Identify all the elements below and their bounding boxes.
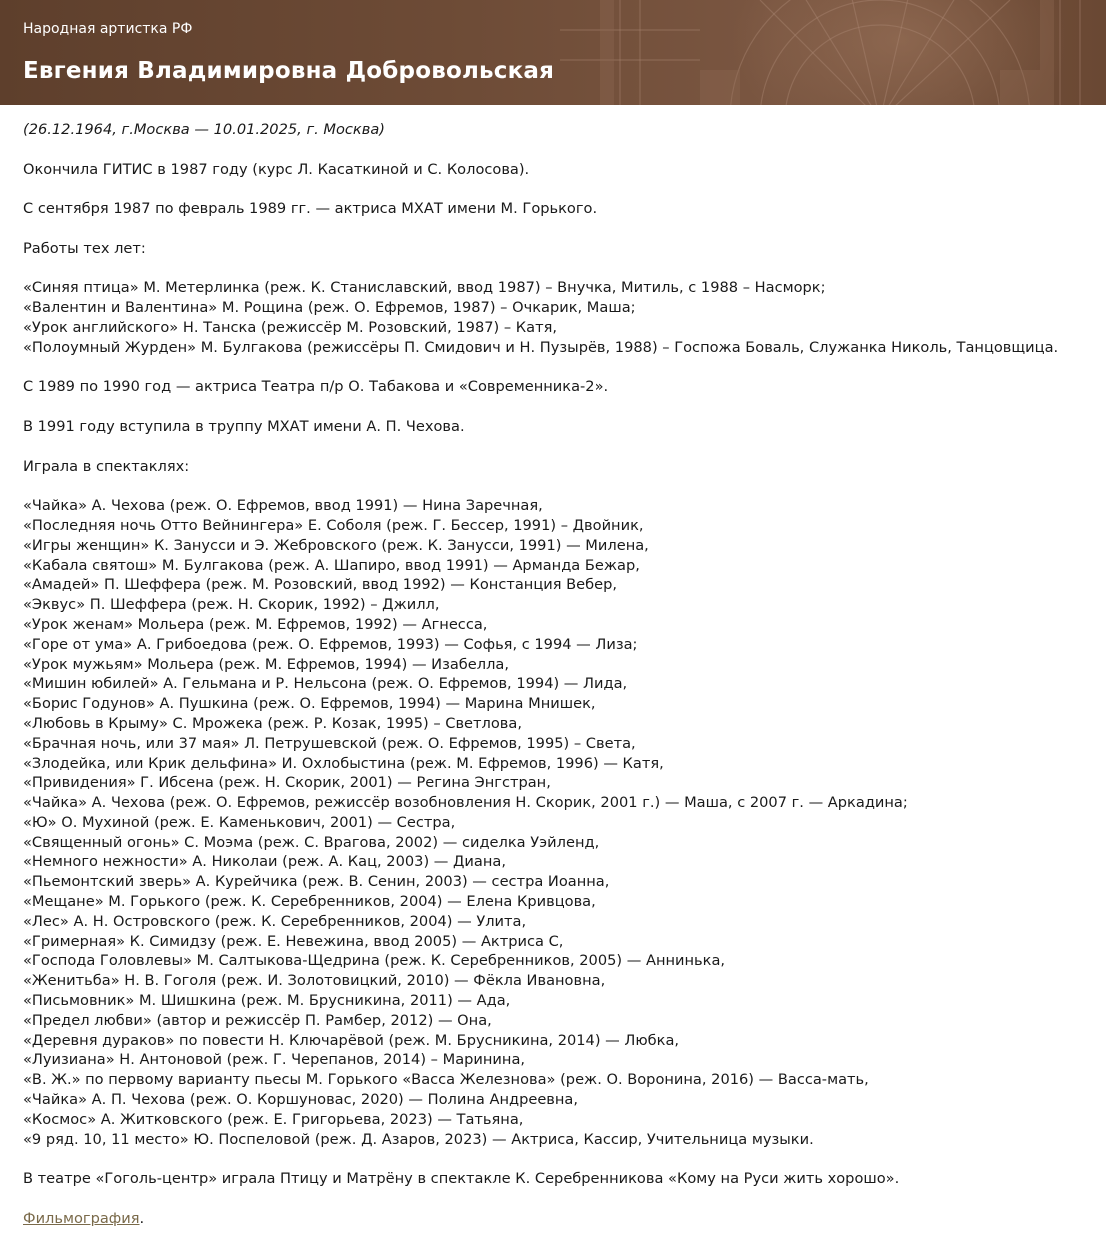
mhat-gorky-text: С сентября 1987 по февраль 1989 гг. — актриса МХАТ имени М. Горького. [23, 200, 598, 218]
mhat-chekhov-text: В 1991 году вступила в труппу МХАТ имени А. П. Чехова. [23, 417, 465, 435]
list-item: «Игры женщин» К. Занусси и Э. Жебровского (реж. К. Занусси, 1991) — Милена, [23, 536, 649, 554]
page-title: Евгения Владимировна Добровольская [23, 58, 555, 84]
list-item: «Гримерная» К. Симидзу (реж. Е. Невежина, ввод 2005) — Актриса С, [23, 932, 564, 950]
filmography-line [23, 1209, 1103, 1229]
tabakov-text: С 1989 по 1990 год — актриса Театра п/р О. Табакова и «Современника-2». [23, 378, 609, 396]
list-item: «Чайка» А. Чехова (реж. О. Ефремов, режиссёр возобновления Н. Скорик, 2001 г.) — Маша, с 2007 г. — Аркадина; [23, 794, 908, 812]
list-item: «Злодейка, или Крик дельфина» И. Охлобыстина (реж. М. Ефремов, 1996) — Катя, [23, 754, 664, 772]
list-item: «Господа Головлевы» М. Салтыкова-Щедрина (реж. К. Серебренников, 2005) — Аннинька, [23, 952, 726, 970]
header-subtitle: Народная артистка РФ [23, 21, 193, 37]
list-item: «Урок мужьям» Мольера (реж. М. Ефремов, 1994) — Изабелла, [23, 655, 510, 673]
biography-content [23, 120, 1103, 1229]
played-heading: Играла в спектаклях: [23, 457, 190, 475]
list-item: «Последняя ночь Отто Вейнингера» Е. Соболя (реж. Г. Бессер, 1991) – Двойник, [23, 516, 644, 534]
list-item: «Урок женам» Мольера (реж. М. Ефремов, 1992) — Агнесса, [23, 615, 488, 633]
list-item: «Кабала святош» М. Булгакова (реж. А. Шапиро, ввод 1991) — Арманда Бежар, [23, 556, 640, 574]
list-item: «Привидения» Г. Ибсена (реж. Н. Скорик, 2001) — Регина Энгстран, [23, 774, 551, 792]
filmography-link[interactable]: Фильмография [23, 1209, 140, 1227]
list-item: «9 ряд. 10, 11 место» Ю. Поспеловой (реж. Д. Азаров, 2023) — Актриса, Кассир, Учительница музыки. [23, 1130, 814, 1148]
life-dates: (26.12.1964, г.Москва — 10.01.2025, г. Москва) [23, 121, 385, 138]
list-item: «Амадей» П. Шеффера (реж. М. Розовский, ввод 1992) — Констанция Вебер, [23, 576, 618, 594]
list-item: «Лес» А. Н. Островского (реж. К. Серебренников, 2004) — Улита, [23, 912, 527, 930]
list-item: «Предел любви» (автор и режиссёр П. Рамбер, 2012) — Она, [23, 1011, 492, 1029]
list-item: «Борис Годунов» А. Пушкина (реж. О. Ефремов, 1994) — Марина Мнишек, [23, 695, 596, 713]
list-item: «Письмовник» М. Шишкина (реж. М. Брусникина, 2011) — Ада, [23, 992, 511, 1010]
gogol-center-text: В театре «Гоголь-центр» играла Птицу и Матрёну в спектакле К. Серебренникова «Кому на Руси жить хорошо». [23, 1170, 900, 1188]
list-item: «Священный огонь» С. Моэма (реж. С. Врагова, 2002) — сиделка Уэйленд, [23, 833, 600, 851]
list-item: «Пьемонтский зверь» А. Курейчика (реж. В. Сенин, 2003) — сестра Иоанна, [23, 873, 610, 891]
list-item: «Урок английского» Н. Танска (режиссёр М. Розовский, 1987) – Катя, [23, 318, 558, 336]
education-text: Окончила ГИТИС в 1987 году (курс Л. Касаткиной и С. Колосова). [23, 160, 530, 178]
list-item: «Горе от ума» А. Грибоедова (реж. О. Ефремов, 1993) — Софья, с 1994 — Лиза; [23, 635, 638, 653]
roles-list [23, 496, 1103, 1149]
list-item: «Космос» А. Житковского (реж. Е. Григорьева, 2023) — Татьяна, [23, 1110, 524, 1128]
works-heading: Работы тех лет: [23, 239, 146, 257]
list-item: «В. Ж.» по первому варианту пьесы М. Горького «Васса Железнова» (реж. О. Воронина, 2016) — Васса-мать, [23, 1071, 869, 1089]
list-item: «Валентин и Валентина» М. Рощина (реж. О. Ефремов, 1987) – Очкарик, Маша; [23, 299, 636, 317]
early-roles-list [23, 278, 1103, 357]
list-item: «Мишин юбилей» А. Гельмана и Р. Нельсона (реж. О. Ефремов, 1994) — Лида, [23, 675, 628, 693]
list-item: «Женитьба» Н. В. Гоголя (реж. И. Золотовицкий, 2010) — Фёкла Ивановна, [23, 972, 606, 990]
list-item: «Полоумный Журден» М. Булгакова (режиссёры П. Смидович и Н. Пузырёв, 1988) – Госпожа Боваль, Служанка Николь, Танцовщица. [23, 338, 1059, 356]
list-item: «Эквус» П. Шеффера (реж. Н. Скорик, 1992) – Джилл, [23, 596, 440, 614]
list-item: «Немного нежности» А. Николаи (реж. А. Кац, 2003) — Диана, [23, 853, 506, 871]
filmography-period: . [139, 1209, 145, 1227]
list-item: «Брачная ночь, или 37 мая» Л. Петрушевской (реж. О. Ефремов, 1995) – Света, [23, 734, 636, 752]
list-item: «Деревня дураков» по повести Н. Ключарёвой (реж. М. Брусникина, 2014) — Любка, [23, 1031, 680, 1049]
list-item: «Синяя птица» М. Метерлинка (реж. К. Станиславский, ввод 1987) – Внучка, Митиль, с 1988 – Насморк; [23, 279, 826, 297]
list-item: «Луизиана» Н. Антоновой (реж. Г. Черепанов, 2014) – Маринина, [23, 1051, 526, 1069]
header-decoration-image [0, 0, 1106, 105]
page-header [0, 0, 1106, 105]
list-item: «Ю» О. Мухиной (реж. Е. Каменькович, 2001) — Сестра, [23, 813, 456, 831]
list-item: «Чайка» А. Чехова (реж. О. Ефремов, ввод 1991) — Нина Заречная, [23, 497, 543, 515]
list-item: «Любовь в Крыму» С. Мрожека (реж. Р. Козак, 1995) – Светлова, [23, 714, 522, 732]
list-item: «Чайка» А. П. Чехова (реж. О. Коршуновас, 2020) — Полина Андреевна, [23, 1091, 579, 1109]
list-item: «Мещане» М. Горького (реж. К. Серебренников, 2004) — Елена Кривцова, [23, 893, 596, 911]
